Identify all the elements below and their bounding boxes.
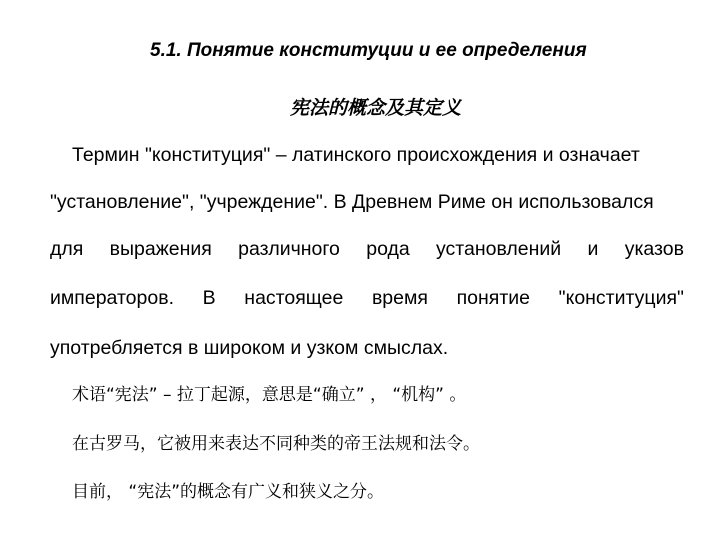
ru-paragraph-line-2: "установление", "учреждение". В Древнем Риме он использовался: [50, 191, 654, 213]
zh-paragraph-line-1: 术语“宪法” – 拉丁起源，意思是“确立” ， “机构” 。: [72, 385, 467, 405]
ru-word: указов: [624, 238, 684, 260]
ru-word: установлений: [436, 238, 562, 260]
ru-word: различного: [238, 238, 340, 260]
ru-word: понятие: [456, 287, 530, 309]
ru-word: время: [371, 287, 428, 309]
ru-paragraph-line-4: [50, 286, 684, 310]
ru-word: выражения: [109, 238, 212, 260]
ru-word: императоров.: [50, 287, 174, 309]
ru-paragraph-line-3: [50, 237, 684, 261]
heading-chinese: 宪法的概念及其定义: [290, 97, 462, 119]
zh-paragraph-line-3: 目前， “宪法”的概念有广义和狭义之分。: [72, 482, 385, 502]
ru-word: настоящее: [244, 287, 344, 309]
ru-word: "конституция": [558, 287, 684, 309]
heading-russian: 5.1. Понятие конституции и ее определения: [150, 40, 587, 61]
ru-paragraph-line-1: Термин "конституция" – латинского происхождения и означает: [72, 144, 640, 166]
ru-word: В: [202, 287, 216, 309]
ru-word: и: [587, 238, 599, 260]
ru-word: рода: [366, 238, 410, 260]
ru-word: для: [50, 238, 84, 260]
ru-paragraph-line-5: употребляется в широком и узком смыслах.: [50, 337, 449, 359]
zh-paragraph-line-2: 在古罗马，它被用来表达不同种类的帝王法规和法令。: [72, 434, 480, 454]
